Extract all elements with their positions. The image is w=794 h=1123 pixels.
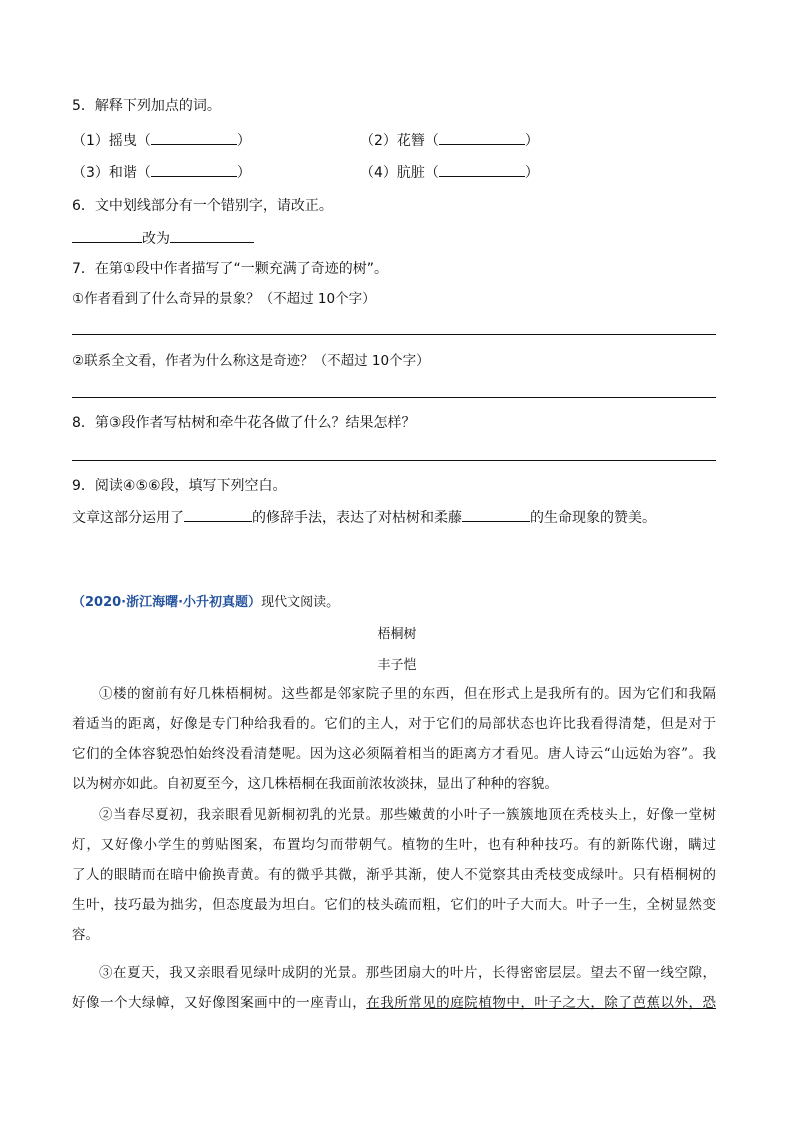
- answer-blank[interactable]: [439, 162, 525, 177]
- answer-blank[interactable]: [151, 162, 237, 177]
- underlined-text: 在我所常见的庭院植物中，叶子之大，除了芭蕉以外，恐: [366, 995, 717, 1011]
- q7-sub1: ①作者看到了什么奇异的景象？（不超过 10个字）: [72, 291, 376, 307]
- answer-blank[interactable]: [439, 130, 525, 145]
- paragraph-text: 好像一个大绿幛，又好像图案画中的一座青山，: [72, 995, 367, 1011]
- q7-sub2: ②联系全文看，作者为什么称这是奇迹？（不超过 10个字）: [72, 353, 430, 369]
- q5-item-2-close: ）: [524, 133, 539, 149]
- paragraph-line: ③在夏天，我又亲眼看见绿叶成阴的光景。那些团扇大的叶片，长得密密层层。望去不留一线空隙，: [99, 965, 716, 981]
- q5-item-2-label: （2）花簪（: [360, 133, 439, 149]
- q5-item-3-close: ）: [236, 165, 251, 181]
- q9-text-c: 的生命现象的赞美。: [530, 510, 656, 526]
- q9-text-a: 文章这部分运用了: [72, 510, 184, 526]
- q5-item-1-label: （1）摇曳（: [72, 133, 151, 149]
- q9-title: 9．阅读④⑤⑥段，填写下列空白。: [72, 478, 287, 494]
- paragraph-line: 生叶，技巧最为拙劣，但态度最为坦白。它们的枝头疏而粗，它们的叶子大而大。叶子一生，全树显然变: [72, 897, 716, 913]
- paragraph-1: [72, 679, 716, 799]
- answer-line[interactable]: [72, 397, 716, 398]
- paragraph-line: 灯，又好像小学生的剪贴图案，布置均匀而带朝气。植物的生叶，也有种种技巧。有的新陈代谢，瞒过: [72, 837, 716, 853]
- q6-change-label: 改为: [142, 231, 170, 247]
- paragraph-line: 了人的眼睛而在暗中偷换青黄。有的微乎其微，渐乎其渐，使人不觉察其由秃枝变成绿叶。只有梧桐树的: [72, 867, 716, 883]
- article-title: 梧桐树: [377, 627, 417, 642]
- source-label: （2020·浙江海曙·小升初真题）: [72, 595, 262, 610]
- q5-item-4-label: （4）肮脏（: [360, 165, 439, 181]
- paragraph-line: 它们的全体容貌恐怕始终没看清楚呢。因为这必须隔着相当的距离方才看见。唐人诗云“山远始为容”。我: [72, 746, 716, 762]
- paragraph-line: 容。: [72, 927, 99, 943]
- q5-item-2: [360, 130, 539, 151]
- q8-title: 8．第③段作者写枯树和牵牛花各做了什么？结果怎样？: [72, 415, 416, 431]
- paragraph-line: ②当春尽夏初，我亲眼看见新桐初乳的光景。那些嫩黄的小叶子一簇簇地顶在秃枝头上，好像一堂树: [99, 807, 716, 823]
- paragraph-line: ①楼的窗前有好几株梧桐树。这些都是邻家院子里的东西，但在形式上是我所有的。因为它们和我隔: [99, 686, 716, 702]
- answer-blank[interactable]: [151, 130, 237, 145]
- reading-header: [72, 591, 339, 610]
- answer-blank[interactable]: [462, 507, 530, 522]
- q9-text-b: 的修辞手法，表达了对枯树和柔藤: [252, 510, 462, 526]
- paragraph-line: 着适当的距离，好像是专门种给我看的。它们的主人，对于它们的局部状态也许比我看得清楚，但是对于: [72, 716, 716, 732]
- q7-title: 7．在第①段中作者描写了“一颗充满了奇迹的树”。: [72, 261, 388, 277]
- answer-blank[interactable]: [184, 507, 252, 522]
- q9-fill-row: [72, 507, 656, 528]
- article-author: 丰子恺: [377, 658, 417, 673]
- answer-blank[interactable]: [170, 228, 254, 243]
- q5-item-3: [72, 162, 251, 183]
- section-label: 现代文阅读。: [261, 595, 340, 610]
- q5-title: 5．解释下列加点的词。: [72, 98, 221, 114]
- q6-title: 6．文中划线部分有一个错别字，请改正。: [72, 198, 333, 214]
- q6-answer-row: [72, 228, 254, 249]
- q5-item-1: [72, 130, 251, 151]
- q5-item-1-close: ）: [236, 133, 251, 149]
- q5-item-4-close: ）: [524, 165, 539, 181]
- paragraph-line: [72, 988, 716, 1018]
- paragraph-line: 以为树亦如此。自初夏至今，这几株梧桐在我面前浓妆淡抹，显出了种种的容貌。: [72, 776, 558, 792]
- answer-blank[interactable]: [72, 228, 142, 243]
- answer-line[interactable]: [72, 460, 716, 461]
- paragraph-2: [72, 800, 716, 950]
- paragraph-3: [72, 958, 716, 1018]
- q5-item-3-label: （3）和谐（: [72, 165, 151, 181]
- answer-line[interactable]: [72, 334, 716, 335]
- q5-item-4: [360, 162, 539, 183]
